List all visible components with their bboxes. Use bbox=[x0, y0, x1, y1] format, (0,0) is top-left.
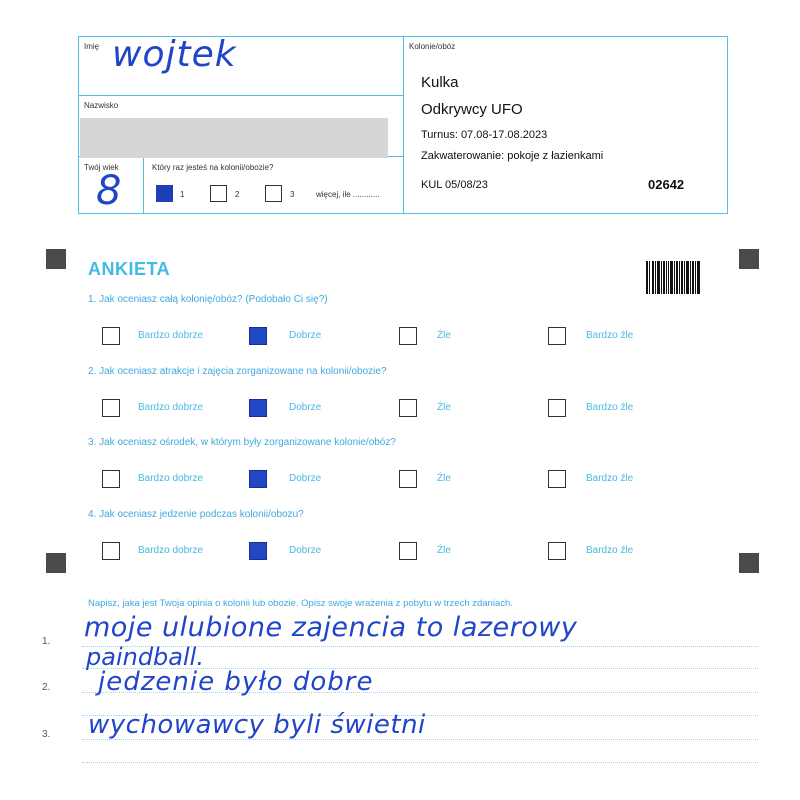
q2-checkbox-bardzo-zle[interactable] bbox=[548, 399, 566, 417]
camp-name: Kulka bbox=[421, 74, 459, 91]
question-4-text: 4. Jak oceniasz jedzenie podczas kolonii/obozu? bbox=[88, 509, 304, 520]
wiek-handwritten: 8 bbox=[96, 168, 122, 214]
q4-option-bardzo-dobrze: Bardzo dobrze bbox=[138, 545, 204, 556]
camp-program: Odkrywcy UFO bbox=[421, 101, 523, 118]
q3-option-bardzo-dobrze: Bardzo dobrze bbox=[138, 473, 204, 484]
line-number-2: 2. bbox=[42, 682, 51, 693]
q3-checkbox-dobrze[interactable] bbox=[249, 470, 267, 488]
handwritten-sentence-3: wychowawcy byli świetni bbox=[88, 710, 426, 740]
registration-mark-tl bbox=[46, 249, 66, 269]
visit-option-3: 3 bbox=[290, 190, 295, 199]
visit-checkbox-2[interactable] bbox=[210, 185, 227, 202]
q2-checkbox-zle[interactable] bbox=[399, 399, 417, 417]
q1-option-bardzo-dobrze: Bardzo dobrze bbox=[138, 330, 204, 341]
question-2-text: 2. Jak oceniasz atrakcje i zajęcia zorganizowane na kolonii/obozie? bbox=[88, 366, 387, 377]
survey-title: ANKIETA bbox=[88, 259, 171, 279]
q2-option-bardzo-zle: Bardzo źle bbox=[586, 402, 634, 413]
imie-label: Imię bbox=[84, 42, 100, 51]
q3-checkbox-bardzo-dobrze[interactable] bbox=[102, 470, 120, 488]
camp-code: KUL 05/08/23 bbox=[421, 179, 488, 191]
zakwaterowanie: Zakwaterowanie: pokoje z łazienkami bbox=[421, 150, 604, 162]
line-number-1: 1. bbox=[42, 636, 51, 647]
barcode-icon bbox=[646, 261, 700, 294]
registration-mark-tr bbox=[739, 249, 759, 269]
q2-option-dobrze: Dobrze bbox=[289, 402, 322, 413]
q1-checkbox-bardzo-dobrze[interactable] bbox=[102, 327, 120, 345]
line-number-3: 3. bbox=[42, 729, 51, 740]
visit-checkbox-3[interactable] bbox=[265, 185, 282, 202]
kolonie-label: Kolonie/obóz bbox=[409, 42, 456, 51]
turnus: Turnus: 07.08-17.08.2023 bbox=[421, 129, 548, 141]
q1-checkbox-dobrze[interactable] bbox=[249, 327, 267, 345]
q1-checkbox-bardzo-zle[interactable] bbox=[548, 327, 566, 345]
visit-option-2: 2 bbox=[235, 190, 240, 199]
q4-option-zle: Źle bbox=[437, 545, 451, 556]
visit-checkbox-1[interactable] bbox=[156, 185, 173, 202]
question-1-text: 1. Jak oceniasz całą kolonię/obóz? (Podobało Ci się?) bbox=[88, 294, 328, 305]
q3-option-zle: Źle bbox=[437, 473, 451, 484]
q4-checkbox-dobrze[interactable] bbox=[249, 542, 267, 560]
q4-checkbox-bardzo-dobrze[interactable] bbox=[102, 542, 120, 560]
q2-option-bardzo-dobrze: Bardzo dobrze bbox=[138, 402, 204, 413]
q3-checkbox-zle[interactable] bbox=[399, 470, 417, 488]
registration-mark-bl bbox=[46, 553, 66, 573]
nazwisko-label: Nazwisko bbox=[84, 101, 119, 110]
q2-checkbox-bardzo-dobrze[interactable] bbox=[102, 399, 120, 417]
visit-option-1: 1 bbox=[180, 190, 185, 199]
q4-option-dobrze: Dobrze bbox=[289, 545, 322, 556]
q4-option-bardzo-zle: Bardzo źle bbox=[586, 545, 634, 556]
handwritten-sentence-2: jedzenie było dobre bbox=[98, 667, 374, 697]
handwritten-sentence-1-cont: paindball. bbox=[86, 643, 204, 671]
q2-checkbox-dobrze[interactable] bbox=[249, 399, 267, 417]
q1-checkbox-zle[interactable] bbox=[399, 327, 417, 345]
answer-line-3b bbox=[82, 762, 758, 763]
redaction-block bbox=[80, 118, 388, 158]
registration-mark-br bbox=[739, 553, 759, 573]
q3-option-bardzo-zle: Bardzo źle bbox=[586, 473, 634, 484]
handwritten-sentence-1: moje ulubione zajencia to lazerowy bbox=[84, 612, 578, 643]
question-3-text: 3. Jak oceniasz ośrodek, w którym były zorganizowane kolonie/obóz? bbox=[88, 437, 396, 448]
wiek-label: Twój wiek bbox=[84, 163, 119, 172]
opinion-instruction: Napisz, jaka jest Twoja opinia o kolonii lub obozie. Opisz swoje wrażenia z pobytu w trzech zdaniach. bbox=[88, 598, 513, 609]
q2-option-zle: Źle bbox=[437, 402, 451, 413]
imie-handwritten: wojtek bbox=[112, 34, 237, 75]
q1-option-bardzo-zle: Bardzo źle bbox=[586, 330, 634, 341]
q3-option-dobrze: Dobrze bbox=[289, 473, 322, 484]
q1-option-dobrze: Dobrze bbox=[289, 330, 322, 341]
visit-more-label: więcej, ile ............ bbox=[316, 190, 380, 199]
q4-checkbox-zle[interactable] bbox=[399, 542, 417, 560]
ktory-raz-label: Który raz jesteś na kolonii/obozie? bbox=[152, 163, 274, 172]
q1-option-zle: Źle bbox=[437, 330, 451, 341]
form-number: 02642 bbox=[648, 177, 685, 192]
q3-checkbox-bardzo-zle[interactable] bbox=[548, 470, 566, 488]
q4-checkbox-bardzo-zle[interactable] bbox=[548, 542, 566, 560]
